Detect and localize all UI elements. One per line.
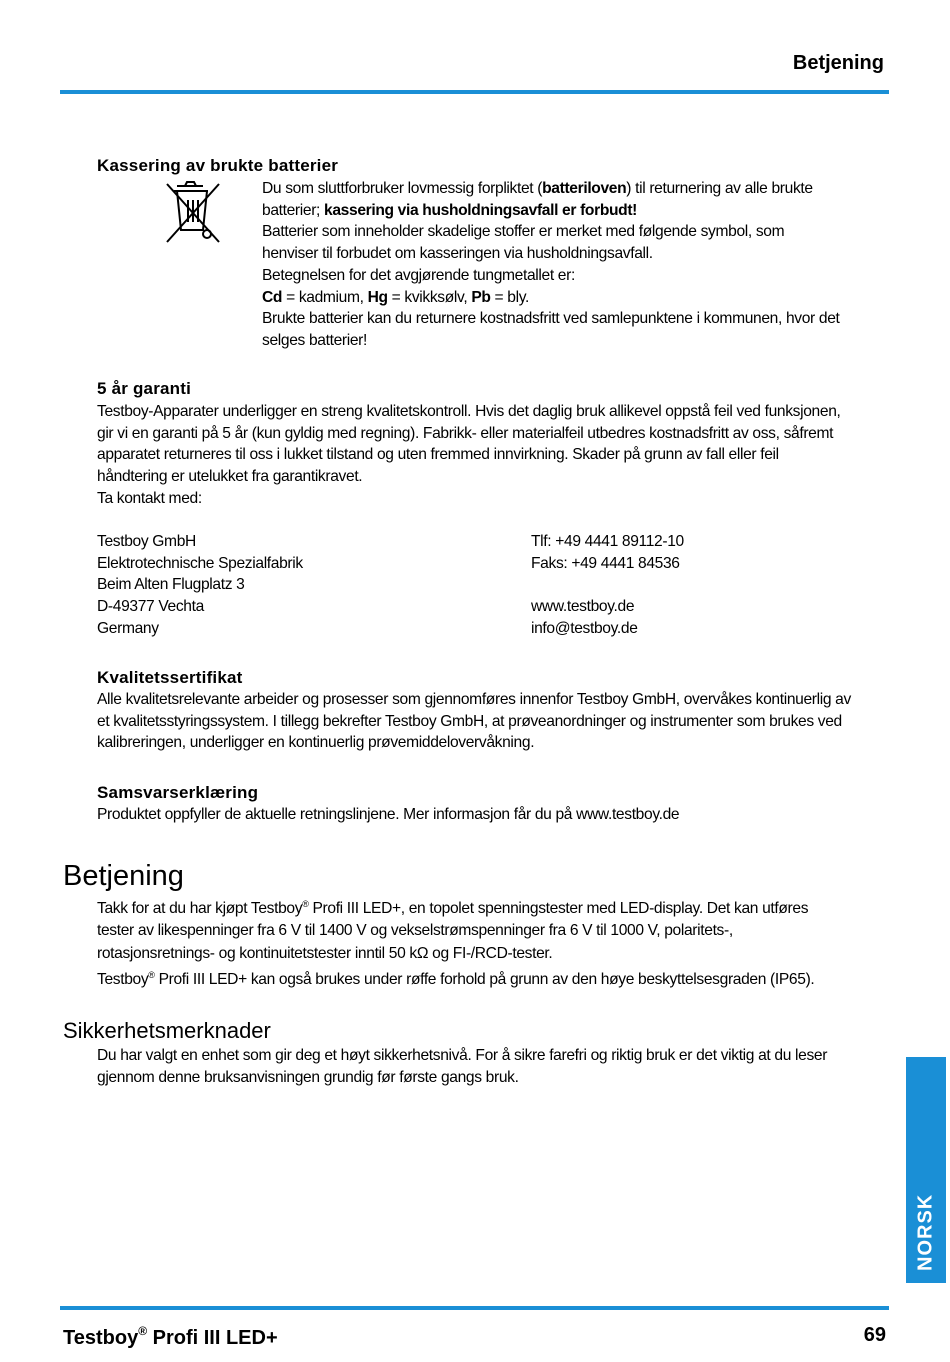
contact-address <box>97 531 303 639</box>
contact-division: Elektrotechnische Spezialfabrik <box>97 554 303 572</box>
page-number: 69 <box>863 1324 886 1346</box>
contact-email-link[interactable]: info@testboy.de <box>531 619 638 637</box>
header-rule <box>60 90 889 94</box>
contact-country: Germany <box>97 619 159 637</box>
contact-website-link[interactable]: www.testboy.de <box>531 598 635 616</box>
quality-heading: Kvalitetssertifikat <box>97 668 243 687</box>
warranty-heading: 5 år garanti <box>97 379 192 398</box>
crossed-out-wheelie-bin-icon <box>163 180 225 246</box>
contact-city: D-49377 Vechta <box>97 598 204 616</box>
operation-heading: Betjening <box>63 860 184 892</box>
warranty-text: Testboy-Apparater underligger en streng kvalitetskontroll. Hvis det daglig bruk allikevel oppstå feil ved funksjonen, gir vi en garanti på 5 år (kun gyldig med regning). Fabrikk- eller materialfeil utbedres kostnadsfritt av oss, såfremt apparatet returneres til oss i lukket tilstand og uten fremmed innvirkning. Skader på grunn av fall eller feil håndtering er utelukket fra garantikravet. Ta kontakt med: <box>97 403 841 507</box>
safety-heading: Sikkerhetsmerknader <box>63 1018 271 1043</box>
footer-rule <box>60 1306 889 1310</box>
conformity-heading: Samsvarserklæring <box>97 783 259 802</box>
operation-text: Takk for at du har kjøpt Testboy® Profi III LED+, en topolet spenningstester med LED-display. Det kan utføres tester av likespenninger fra 6 V til 1400 V og vekselstrømspenninger fra 6 V til 1000 V, polaritets-, rotasjonsretnings- og kontinuitetstester inntil 50 kΩ og FI-/RCD-tester. Testboy® Profi III LED+ kan også brukes under røffe forhold på grunn av den høye beskyttelsesgraden (IP65). <box>97 899 815 989</box>
contact-fax: Faks: +49 4441 84536 <box>531 554 680 572</box>
language-tab-label: NORSK <box>914 1193 937 1271</box>
page-header-title: Betjening <box>792 52 884 74</box>
contact-street: Beim Alten Flugplatz 3 <box>97 576 245 594</box>
conformity-text: Produktet oppfyller de aktuelle retningslinjene. Mer informasjon får du på www.testboy.de <box>97 806 680 823</box>
contact-details <box>531 531 684 639</box>
footer-product-name: Testboy® Profi III LED+ <box>63 1324 278 1349</box>
contact-company: Testboy GmbH <box>97 533 196 550</box>
safety-text: Du har valgt en enhet som gir deg et høyt sikkerhetsnivå. For å sikre farefri og riktig bruk er det viktig at du leser gjennom denne bruksanvisningen grundig før første gangs bruk. <box>97 1047 828 1086</box>
quality-text: Alle kvalitetsrelevante arbeider og prosesser som gjennomføres innenfor Testboy GmbH, overvåkes kontinuerlig av et kvalitetsstyringssystem. I tillegg bekrefter Testboy GmbH, at prøveanordninger og instrumenter som brukes ved kalibreringen, underligger en kontinuerlig prøvemiddelovervåkning. <box>97 691 851 752</box>
contact-blank <box>531 574 684 596</box>
battery-disposal-heading: Kassering av brukte batterier <box>97 156 339 175</box>
battery-disposal-text: Du som sluttforbruker lovmessig forpliktet (batteriloven) til returnering av alle brukte batterier; kassering via husholdningsavfall er forbudt! Batterier som inneholder skadelige stoffer er merket med følgende symbol, som henviser til forbudet om kasseringen via husholdningsavfall. Betegnelsen for det avgjørende tungmetallet er: Cd = kadmium, Hg = kvikksølv, Pb = bly. Brukte batterier kan du returnere kostnadsfritt ved samlepunktene i kommunen, hvor det selges batterier! <box>262 180 840 349</box>
contact-phone: Tlf: +49 4441 89112-10 <box>531 533 684 550</box>
